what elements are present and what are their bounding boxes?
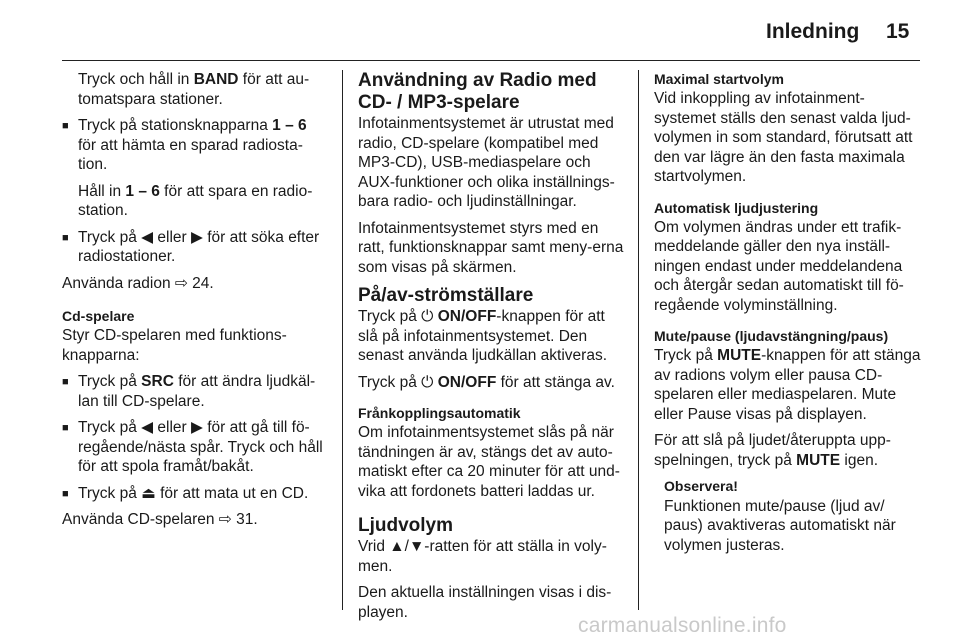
paragraph-hold-station: Håll in 1 – 6 för att spara en radio-station. [78, 182, 313, 219]
section-title-auto-off: Frånkopplingsautomatik [358, 405, 521, 421]
list-item-search: ■ Tryck på ◀ eller ▶ för att söka efter radiostationer. [62, 228, 326, 267]
list-item-station-buttons: ■ Tryck på stationsknapparna 1 – 6 för att hämta en sparad radiosta-tion. [62, 116, 326, 175]
paragraph-cd: Styr CD-spelaren med funktions-knapparna: [62, 327, 287, 364]
section-title-auto-adjust: Automatisk ljudjustering [654, 199, 819, 216]
section-title-mute: Mute/pause (ljudavstängning/paus) [654, 328, 889, 344]
paragraph-mute-1: Tryck på MUTE-knappen för att stänga av radions volym eller pausa CD-spelaren eller mediaspelaren. Mute eller Pause visas på displayen. [654, 347, 921, 423]
heading-volume: Ljudvolym [358, 515, 454, 536]
note-box [664, 477, 922, 555]
paragraph-volume-2: Den aktuella inställningen visas i dis-playen. [358, 584, 612, 621]
paragraph-band: Tryck och håll in BAND för att au-tomatspara stationer. [78, 71, 310, 108]
paragraph-auto-off: Om infotainmentsystemet slås på när tändningen är av, stängs det av auto-matiskt efter ca 20 minuter för att und-vika att fordonets batteri laddas ur. [358, 424, 620, 500]
note-title: Observera! [664, 478, 738, 494]
heading-power: På/av-strömställare [358, 285, 534, 306]
list-item-eject: ■ Tryck på ⏏ för att mata ut en CD. [62, 484, 326, 504]
page-number: 15 [886, 20, 910, 43]
column-1 [62, 70, 326, 537]
header-rule [62, 60, 920, 61]
list-item-src: ■ Tryck på SRC för att ändra ljudkäl-lan till CD-spelare. [62, 372, 326, 411]
header-title: Inledning [766, 20, 860, 43]
column-3 [654, 70, 922, 562]
paragraph-power-off: Tryck på ⏻ ON/OFF för att stänga av. [358, 373, 615, 391]
paragraph-mute-2: För att slå på ljudet/återuppta upp-spelningen, tryck på MUTE igen. [654, 432, 891, 469]
column-divider-2 [638, 70, 639, 610]
paragraph-usage-2: Infotainmentsystemet styrs med en ratt, funktionsknappar samt meny-erna som visas på skärmen. [358, 219, 624, 276]
paragraph-power-on: Tryck på ⏻ ON/OFF-knappen för att slå på infotainmentsystemet. Den senast använda ljudkällan aktiveras. [358, 308, 608, 364]
reference-radio: Använda radion ⇨ 24. [62, 274, 214, 292]
paragraph-usage-1: Infotainmentsystemet är utrustat med radio, CD-spelare (kompatibel med MP3-CD), USB-mediaspelare och AUX-funktioner och olika inställnings-bara radio- och ljudinställningar. [358, 115, 615, 210]
reference-cd: Använda CD-spelaren ⇨ 31. [62, 511, 258, 528]
column-2 [358, 70, 624, 629]
paragraph-volume-1: Vrid ▲/▼-ratten för att ställa in voly-men. [358, 538, 607, 575]
section-title-max-volume: Maximal startvolym [654, 71, 784, 87]
column-divider-1 [342, 70, 343, 610]
section-title-cd: Cd-spelare [62, 308, 135, 324]
heading-usage: Användning av Radio med CD- / MP3-spelare [358, 70, 597, 113]
note-text: Funktionen mute/pause (ljud av/ paus) avaktiveras automatiskt när volymen justeras. [664, 497, 896, 554]
watermark: carmanualsonline.info [578, 614, 787, 637]
list-item-tracks: ■ Tryck på ◀ eller ▶ för att gå till fö-regående/nästa spår. Tryck och håll för att spola framåt/bakåt. [62, 418, 326, 477]
paragraph-max-volume: Vid inkoppling av infotainment-systemet ställs den senast valda ljud-volymen in som standard, förutsatt att den var lägre än den fasta maximala startvolymen. [654, 90, 913, 185]
paragraph-auto-adjust: Om volymen ändras under ett trafik-meddelande gäller den nya inställ-ningen endast under meddelandena och återgår sedan automatiskt till fö-regående volyminställning. [654, 218, 904, 314]
page-header [0, 0, 960, 62]
